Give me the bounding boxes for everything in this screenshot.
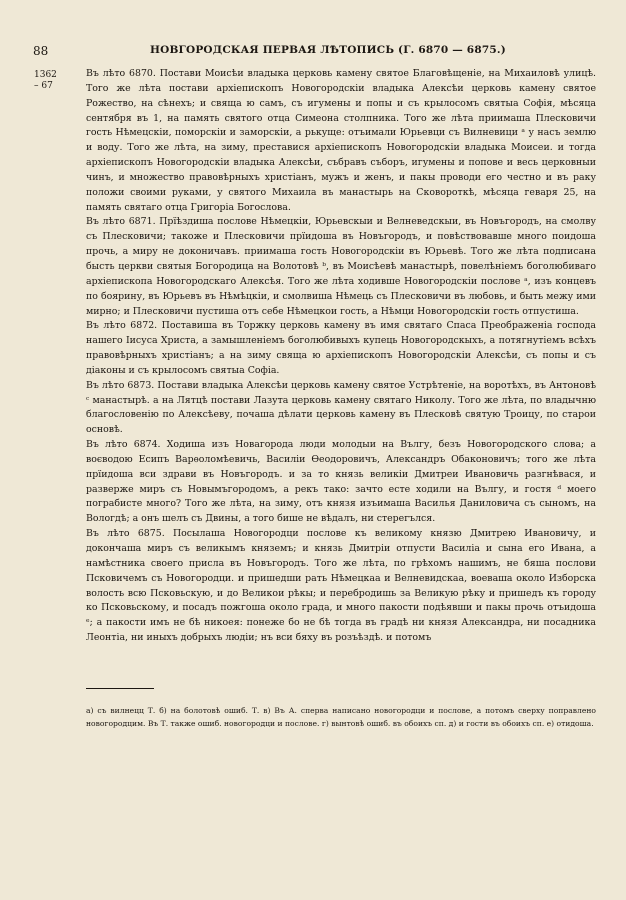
- paragraph-6870: Въ лѣто 6870. Постави Моисѣи владыка церковь камену святое Благовѣщеніе, на Михаиловѣ улицѣ. Того же лѣта постави архіепископъ Новогородскіи владыка Алексѣи церковь камену святое Рожество, на сѣнехъ; и свяща ю самъ, съ игумены и попы и съ крылосомъ святыа Софія, мѣсяца сентября въ 1, на память святого отца Симеона столпника. Того же лѣта приимаша Плесковичи гость Нѣмецскіи, поморскіи и заморскіи, а рькуще: отъимали Юрьевци съ Вилневици ᵃ у насъ землю и воду. Того же лѣта, на зиму, преставися архіепископъ Новогородскіи владыка Моисеи. и тогда архіепископъ Новогородскіи владыка Алексѣи, събравъ съборъ, игумены и попове и весь церковныи чинъ, и множество правовѣрныхъ христіанъ, мужъ и женъ, и пакы проводи его честно и въ раку положи своими руками, у святого Михаила въ манастырь на Сковороткѣ, мѣсяца геваря 25, на память святаго отца Григоріа Богослова.: [86, 68, 596, 213]
- running-title: НОВГОРОДСКАЯ ПЕРВАЯ ЛѢТОПИСЬ (Г. 6870 — 6875.): [150, 44, 506, 56]
- footnote-text: а) съ вилнецц Т. б) на болотовѣ ошиб. Т. в) Въ А. сперва написано новогородци и послове, а потомъ сверху поправлено новогородцим. Въ Т. также ошиб. новогородци и послове. г) вынтовѣ ошиб. въ обоихъ сп. д) и гости въ обоихъ сп. е) отидоша.: [86, 706, 596, 728]
- page-number: 88: [33, 44, 49, 58]
- margin-year-bottom: – 67: [34, 81, 53, 91]
- chronicle-text: [86, 67, 596, 646]
- footnote-divider: [86, 688, 154, 689]
- footnotes: [86, 704, 596, 730]
- paragraph-6875: Въ лѣто 6875. Посылаша Новогородци послове къ великому князю Дмитрею Ивановичу, и докончаша миръ съ великымъ княземъ; и князь Дмитріи отпусти Василіа и сына его Ивана, а намѣстника своего присла въ Новъгородъ. Того же лѣта, по грѣхомъ нашимъ, не бяша послови Псковичемъ съ Новогородци. и пришедши рать Нѣмецкаа и Велневидскаа, воеваша около Изборска волость всю Псковьскую, и до Великои рѣкы; и перебродишь за Великую рѣку и пришедъ къ городу ко Псковьскому, и посадъ пожгоша около града, и много пакости подѣявши и пакы прочь отъидоша ᵉ; а пакости имъ не бѣ никоея: понеже бо не бѣ тогда въ градѣ ни князя Александра, ни посадника Леонтіа, ни иныхъ добрыхъ людіи; нъ вси бяху въ розъѣздѣ. и потомъ: [86, 528, 596, 644]
- paragraph-6872: Въ лѣто 6872. Поставиша въ Торжку церковь камену въ имя святаго Спаса Преображеніа господа нашего Іисуса Христа, а замышленіемъ боголюбивыхъ купець Новогородскыхъ, а потягнутіемъ всѣхъ правовѣрныхъ христіанъ; а на зиму свяща ю архіепископъ Новогородскіи Алексѣи, съ попы и съ діаконы и съ крылосомъ святыа Софіа.: [86, 320, 596, 376]
- margin-year-top: 1362: [34, 70, 57, 80]
- paragraph-6873: Въ лѣто 6873. Постави владыка Алексѣи церковь камену святое Устрѣтеніе, на воротѣхъ, въ Антоновѣ ᶜ манастырѣ. а на Лятцѣ постави Лазута церковь камену святаго Николу. Того же лѣта, по владычню благословенію по Алексѣеву, почаша дѣлати церковь камену въ Плесковѣ святую Троицу, по старои основѣ.: [86, 379, 596, 436]
- margin-year-range: [34, 70, 57, 92]
- paragraph-6871: Въ лѣто 6871. Прїѣздиша послове Нѣмецкіи, Юрьевскыи и Велневедскыи, въ Новъгородъ, на смолву съ Плесковичи; такоже и Плесковичи прїидоша въ Новъгородъ, и повѣствовавше много поидоша прочь, а миру не доконичавъ. приимаша гость Новогородскіи въ Юрьевѣ. Того же лѣта подписана бысть церкви святыя Богородица на Волотовѣ ᵇ, въ Моисѣевѣ манастырѣ, повелѣніемъ боголюбиваго архіепископа Новогородскаго Алексѣя. Того же лѣта ходивше Новогородскіи послове ᵃ, изъ концевъ по боярину, въ Юрьевъ въ Нѣмѣцкіи, и смолвиша Нѣмець съ Плесковичи въ любовь, и быть межу ими мирно; и Плесковичи пустиша отъ себе Нѣмецкои гость, а Нѣмци Новогородскіи гость отпустиша.: [86, 216, 596, 317]
- paragraph-6874: Въ лѣто 6874. Ходиша изъ Новагорода люди молодыи на Вългу, безъ Новогородского слова; а воєводою Есипъ Варѳоломѣевичь, Василіи Ѳеодоровичъ, Александръ Обаконовичъ; того же лѣта прїидоша вси здрави въ Новъгородъ. и за то князь великіи Дмитреи Ивановичь разгнѣвася, и разверже миръ съ Новымъгородомъ, а рекъ тако: зачто есте ходили на Вългу, и гостя ᵈ моего пограбисте много? Того же лѣта, на зиму, отъ князя изъимаша Василья Даниловича съ сыномъ, на Вологдѣ; а онъ шелъ съ Двины, а того бише не вѣдалъ, ни стерегълся.: [86, 439, 596, 525]
